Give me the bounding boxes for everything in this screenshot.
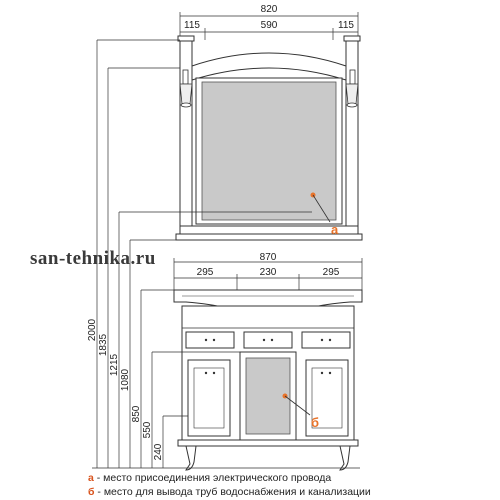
mirror-side-right-width: 115 <box>338 20 354 31</box>
cabinet-legs <box>186 446 350 470</box>
height-240: 240 <box>153 443 164 461</box>
legend-key-a: а <box>88 472 94 484</box>
cabinet-left-width: 295 <box>196 267 214 278</box>
height-1215: 1215 <box>109 353 120 377</box>
height-2000: 2000 <box>87 318 98 342</box>
mirror-center-width: 590 <box>260 20 278 31</box>
height-1080: 1080 <box>120 368 131 392</box>
legend-item-b <box>88 486 371 498</box>
height-850: 850 <box>131 405 142 423</box>
legend-text-b: - место для вывода труб водоснабжения и канализации <box>94 486 371 498</box>
mirror-side-left-width: 115 <box>184 20 200 31</box>
marker-a-label: а <box>331 222 339 237</box>
watermark: san-tehnika.ru <box>30 248 156 269</box>
legend-key-b: б <box>88 486 95 498</box>
legend-item-a <box>88 472 331 484</box>
height-550: 550 <box>142 421 153 439</box>
mirror-overall-width: 820 <box>260 4 278 15</box>
marker-b-label: б <box>311 415 320 430</box>
cabinet-right-width: 295 <box>322 267 340 278</box>
legend-text-a: - место присоединения электрического провода <box>93 472 332 484</box>
cabinet-center-width: 230 <box>259 267 277 278</box>
height-1835: 1835 <box>98 333 109 357</box>
cabinet-overall-width: 870 <box>259 252 277 263</box>
